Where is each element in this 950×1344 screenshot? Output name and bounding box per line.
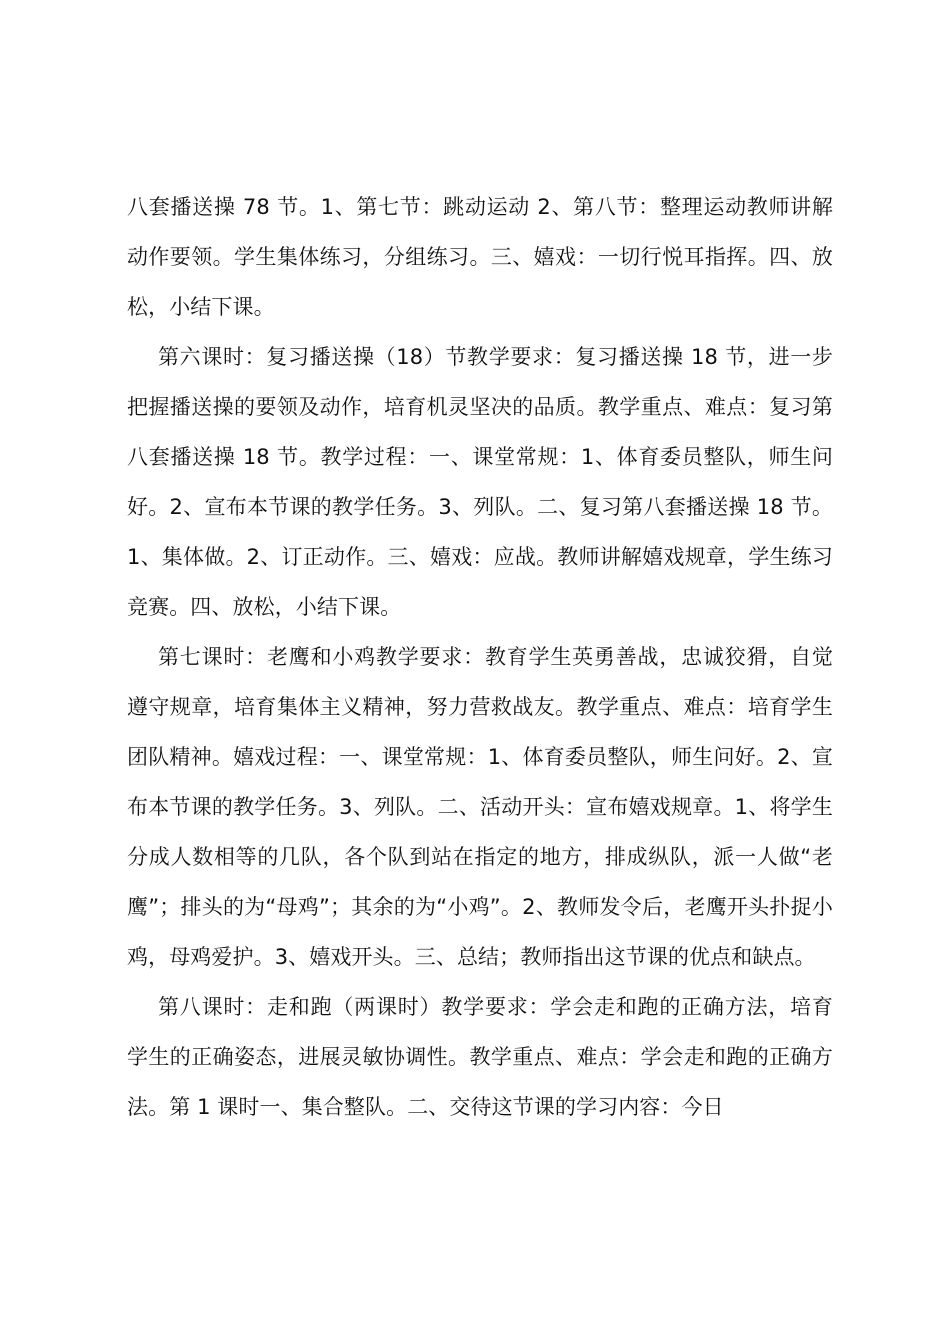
- paragraph-lesson-8: 第八课时：走和跑（两课时）教学要求：学会走和跑的正确方法，培育学生的正确姿态，进展灵敏协调性。教学重点、难点：学会走和跑的正确方法。第 1 课时一、集合整队。二、交待这节课的学习内容：今日: [127, 995, 833, 1119]
- paragraph-lesson-7: 第七课时：老鹰和小鸡教学要求：教育学生英勇善战，忠诚狡猾，自觉遵守规章，培育集体主义精神，努力营救战友。教学重点、难点：培育学生团队精神。嬉戏过程：一、课堂常规：1、体育委员整队，师生问好。2、宣布本节课的教学任务。3、列队。二、活动开头：宣布嬉戏规章。1、将学生分成人数相等的几队，各个队到站在指定的地方，排成纵队，派一人做“老鹰”；排头的为“母鸡”；其余的为“小鸡”。2、教师发令后，老鹰开头扑捉小鸡，母鸡爱护。3、嬉戏开头。三、总结；教师指出这节课的优点和缺点。: [127, 645, 833, 969]
- paragraph-continuation: 八套播送操 78 节。1、第七节：跳动运动 2、第八节：整理运动教师讲解动作要领。学生集体练习，分组练习。三、嬉戏：一切行悦耳指挥。四、放松，小结下课。: [127, 195, 833, 319]
- document-body: [127, 182, 833, 1132]
- paragraph-lesson-6: 第六课时：复习播送操（18）节教学要求：复习播送操 18 节，进一步把握播送操的要领及动作，培育机灵坚决的品质。教学重点、难点：复习第八套播送操 18 节。教学过程：一、课堂常规：1、体育委员整队，师生问好。2、宣布本节课的教学任务。3、列队。二、复习第八套播送操 18 节。1、集体做。2、订正动作。三、嬉戏：应战。教师讲解嬉戏规章，学生练习竞赛。四、放松，小结下课。: [127, 345, 833, 619]
